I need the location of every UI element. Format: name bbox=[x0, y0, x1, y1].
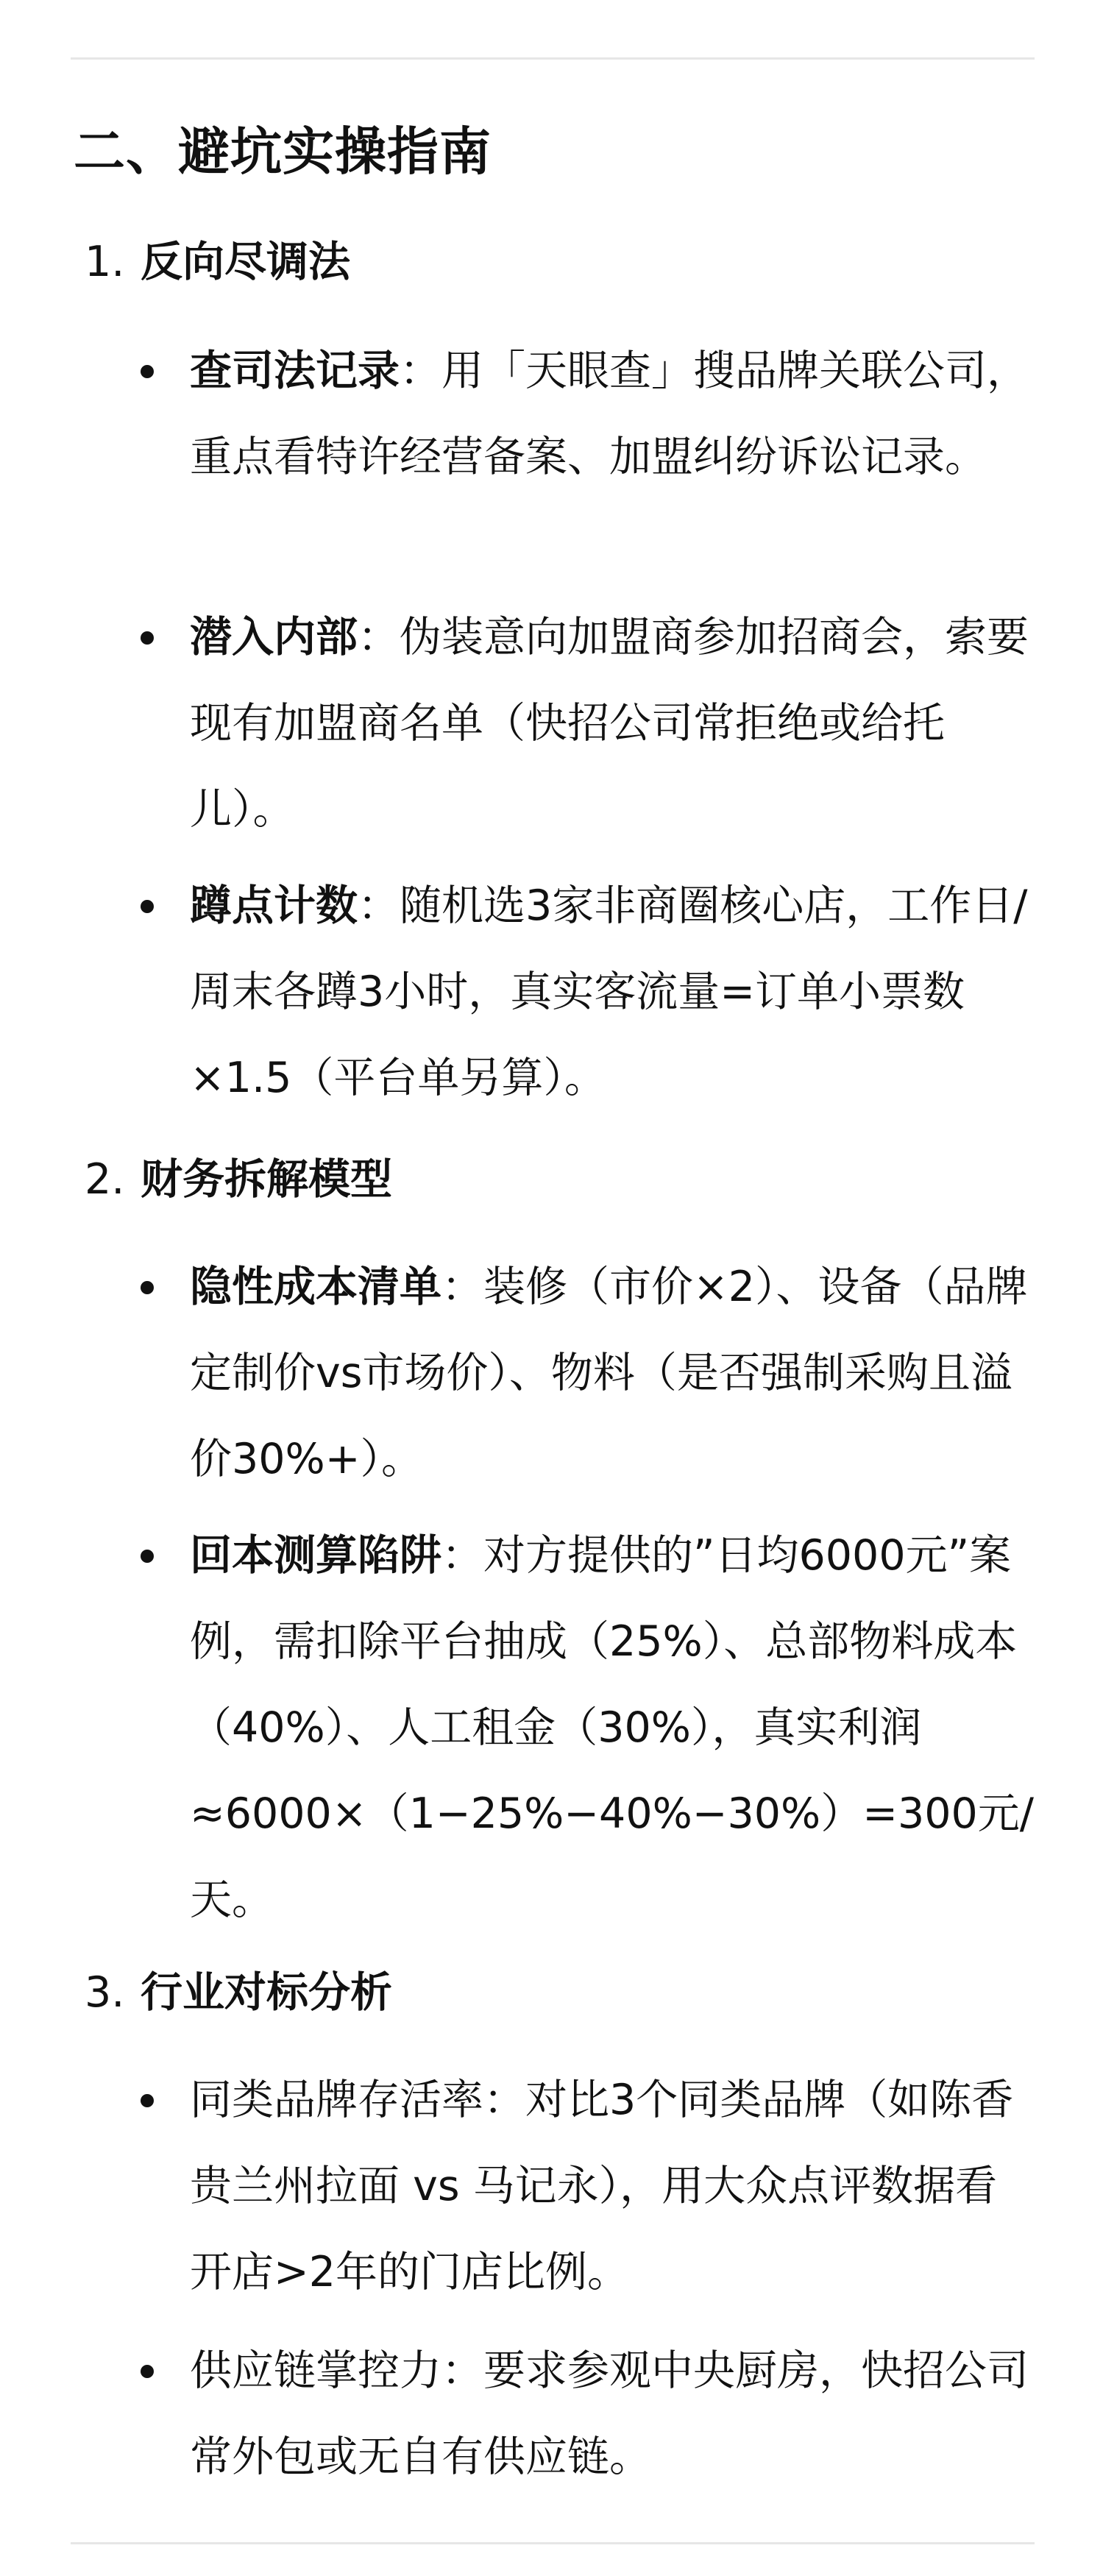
bullet-text: 装修（市价×2）、设备（品牌定制价vs市场价）、物料（是否强制采购且溢价30%+）。 bbox=[190, 1263, 1028, 1483]
ordered-item-number: 1. bbox=[85, 238, 125, 286]
ordered-item-title: 行业对标分析 bbox=[141, 1968, 392, 2017]
bullet-separator: ： bbox=[441, 1263, 483, 1311]
bullet-item bbox=[190, 595, 1036, 853]
bullet-text: 用「天眼查」搜品牌关联公司，重点看特许经营备案、加盟纠纷诉讼记录。 bbox=[190, 347, 1029, 481]
ordered-item-number: 2. bbox=[85, 1155, 125, 1204]
bullet-dot-icon bbox=[141, 1550, 154, 1563]
ordered-item-number: 3. bbox=[85, 1968, 125, 2017]
bullet-text: 供应链掌控力：要求参观中央厨房，快招公司常外包或无自有供应链。 bbox=[190, 2346, 1029, 2481]
bullet-dot-icon bbox=[141, 2365, 154, 2378]
bullet-item bbox=[190, 1244, 1036, 1502]
bullet-title: 蹲点计数 bbox=[190, 881, 358, 930]
bullet-separator: ： bbox=[400, 347, 441, 395]
bullet-item bbox=[190, 863, 1036, 1121]
bullet-title: 隐性成本清单 bbox=[190, 1263, 441, 1311]
ordered-item-2 bbox=[85, 1143, 392, 1216]
bullet-item bbox=[190, 1513, 1036, 1943]
bullet-title: 潜入内部 bbox=[190, 613, 358, 661]
bullet-item bbox=[190, 2057, 1036, 2316]
bullet-dot-icon bbox=[141, 631, 154, 645]
ordered-item-3 bbox=[85, 1956, 392, 2029]
bullet-text: 随机选3家非商圈核心店，工作日/周末各蹲3小时，真实客流量=订单小票数×1.5（平台单另算）。 bbox=[190, 881, 1028, 1102]
bullet-dot-icon bbox=[141, 2094, 154, 2107]
bullet-separator: ： bbox=[441, 1531, 483, 1580]
bullet-title: 回本测算陷阱 bbox=[190, 1531, 441, 1580]
bullet-text: 对方提供的”日均6000元”案例，需扣除平台抽成（25%）、总部物料成本（40%）、人工租金（30%），真实利润≈6000×（1−25%−40%−30%）=300元/天。 bbox=[190, 1531, 1034, 1924]
bullet-text: 伪装意向加盟商参加招商会，索要现有加盟商名单（快招公司常拒绝或给托儿）。 bbox=[190, 613, 1029, 834]
ordered-item-title: 财务拆解模型 bbox=[141, 1155, 392, 1204]
bullet-dot-icon bbox=[141, 365, 154, 378]
bullet-dot-icon bbox=[141, 900, 154, 913]
ordered-item-1 bbox=[85, 225, 350, 299]
bullet-text: 同类品牌存活率：对比3个同类品牌（如陈香贵兰州拉面 vs 马记永），用大众点评数据看开店>2年的门店比例。 bbox=[190, 2076, 1014, 2296]
bullet-separator: ： bbox=[358, 881, 400, 930]
bullet-dot-icon bbox=[141, 1281, 154, 1294]
bottom-divider bbox=[71, 2542, 1035, 2544]
section-heading: 二、避坑实操指南 bbox=[74, 121, 492, 182]
ordered-item-title: 反向尽调法 bbox=[141, 238, 350, 286]
bullet-item bbox=[190, 328, 1036, 500]
bullet-title: 查司法记录 bbox=[190, 347, 400, 395]
bullet-item bbox=[190, 2328, 1036, 2500]
top-divider bbox=[71, 57, 1035, 60]
bullet-separator: ： bbox=[358, 613, 400, 661]
